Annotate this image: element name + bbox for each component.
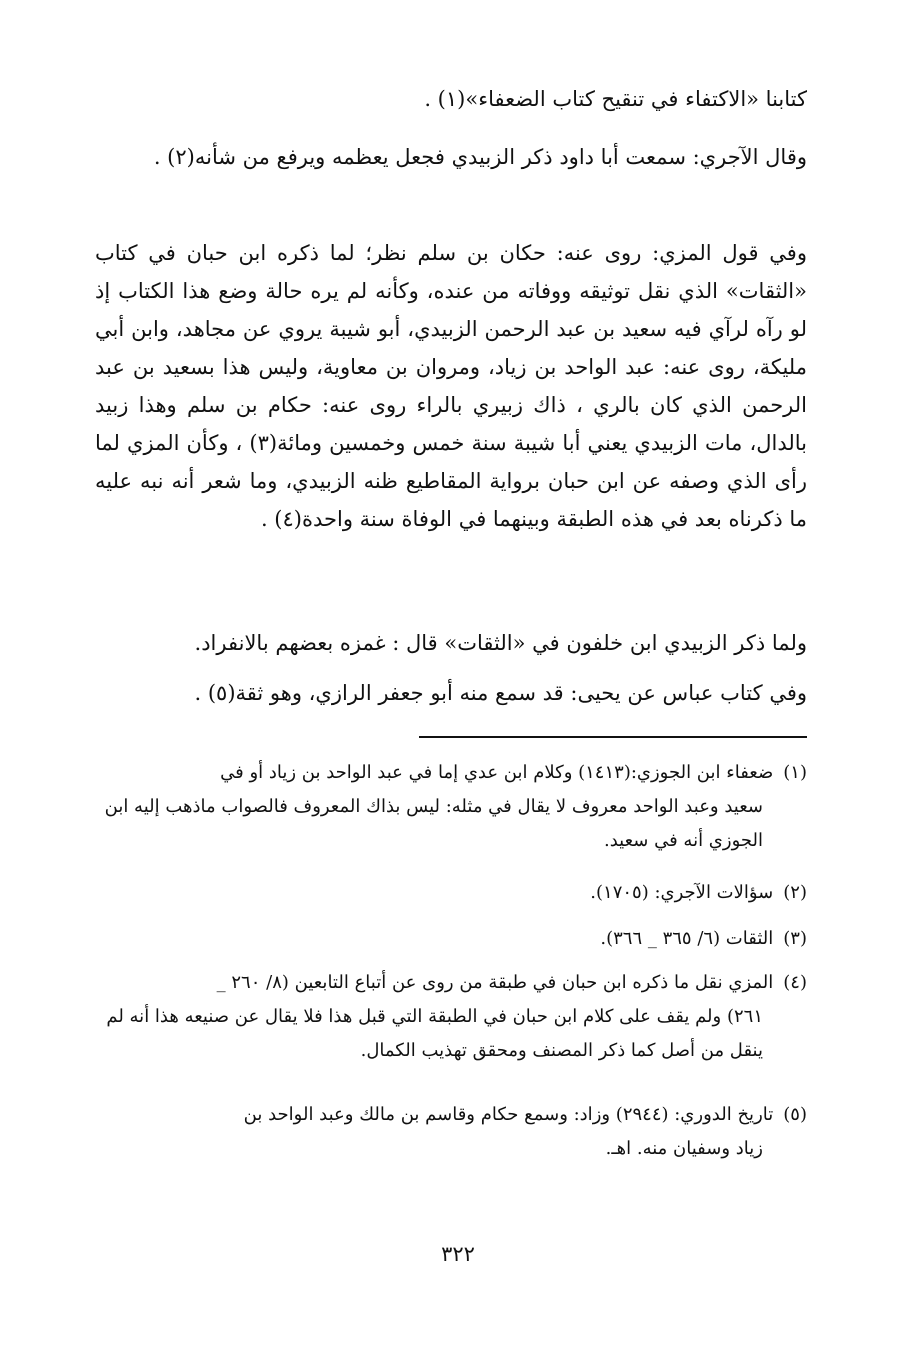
footnote-number: (٥) (783, 1104, 807, 1125)
footnote-number: (٢) (783, 882, 807, 903)
footnote-2 (95, 876, 807, 910)
footnote-separator (419, 736, 807, 738)
footnote-number: (١) (783, 762, 807, 783)
footnote-text: ضعفاء ابن الجوزي:(١٤١٣) وكلام ابن عدي إما في عبد الواحد بن زياد أو في (220, 762, 774, 783)
footnote-text: المزي نقل ما ذكره ابن حبان في طبقة من روى عن أتباع التابعين (٨/ ٢٦٠ _ (216, 972, 774, 993)
footnote-number: (٤) (783, 972, 807, 993)
footnote-text: تاريخ الدوري: (٢٩٤٤) وزاد: وسمع حكام وقاسم بن مالك وعبد الواحد بن (243, 1104, 774, 1125)
page-number: ٣٢٢ (441, 1242, 475, 1266)
paragraph-4: ولما ذكر الزبيدي ابن خلفون في «الثقات» قال : غمزه بعضهم بالانفراد. (194, 631, 807, 655)
footnote-1 (95, 756, 807, 858)
paragraph-2: وقال الآجري: سمعت أبا داود ذكر الزبيدي فجعل يعظمه ويرفع من شأنه(٢) . (153, 145, 807, 169)
paragraph-1: كتابنا «الاكتفاء في تنقيح كتاب الضعفاء»(١) . (424, 87, 807, 111)
paragraph-3: وفي قول المزي: روى عنه: حكان بن سلم نظر؛ لما ذكره ابن حبان في كتاب «الثقات» الذي نقل توثيقه ووفاته من عنده، وكأنه لم يره حالة وضع هذا الكتاب إذ لو رآه لرآي فيه سعيد بن عبد الرحمن الزبيدي، أبو شيبة يروي عن مجاهد، وابن أبي مليكة، روى عنه: عبد الواحد بن زياد، ومروان بن معاوية، وليس هذا بسعيد بن عبد الرحمن الذي كان بالري ، ذاك زبيري بالراء روى عنه: حكام بن سلم وهذا زبيد بالدال، مات الزبيدي يعني أبا شيبة سنة خمس وخمسين ومائة(٣) ، وكأن المزي لما رأى الذي وصفه عن ابن حبان برواية المقاطيع ظنه الزبيدي، وما شعر أنه نبه عليه ما ذكرناه بعد في هذه الطبقة وبينهما في الوفاة سنة واحدة(٤) . (95, 241, 808, 531)
footnote-number: (٣) (783, 928, 807, 949)
footnote-text: الثقات (٦/ ٣٦٥ _ ٣٦٦). (600, 928, 774, 949)
footnote-5 (95, 1098, 807, 1166)
footnote-4 (95, 966, 807, 1068)
footnote-continuation: سعيد وعبد الواحد معروف لا يقال في مثله: ليس بذاك المعروف فالصواب ماذهب إليه ابن الجوزي أنه في سعيد. (104, 796, 763, 851)
footnote-text: سؤالات الآجري: (١٧٠٥). (590, 882, 774, 903)
paragraph-5: وفي كتاب عباس عن يحيى: قد سمع منه أبو جعفر الرازي، وهو ثقة(٥) . (194, 681, 807, 705)
footnote-continuation: ٢٦١) ولم يقف على كلام ابن حبان في الطبقة التي قبل هذا فلا يقال عن صنيعه هذا أنه لم ينقل من أصل كما ذكر المصنف ومحقق تهذيب الكمال. (106, 1006, 763, 1061)
footnote-3 (95, 922, 807, 956)
footnote-continuation: زياد وسفيان منه. اهـ. (605, 1138, 763, 1159)
